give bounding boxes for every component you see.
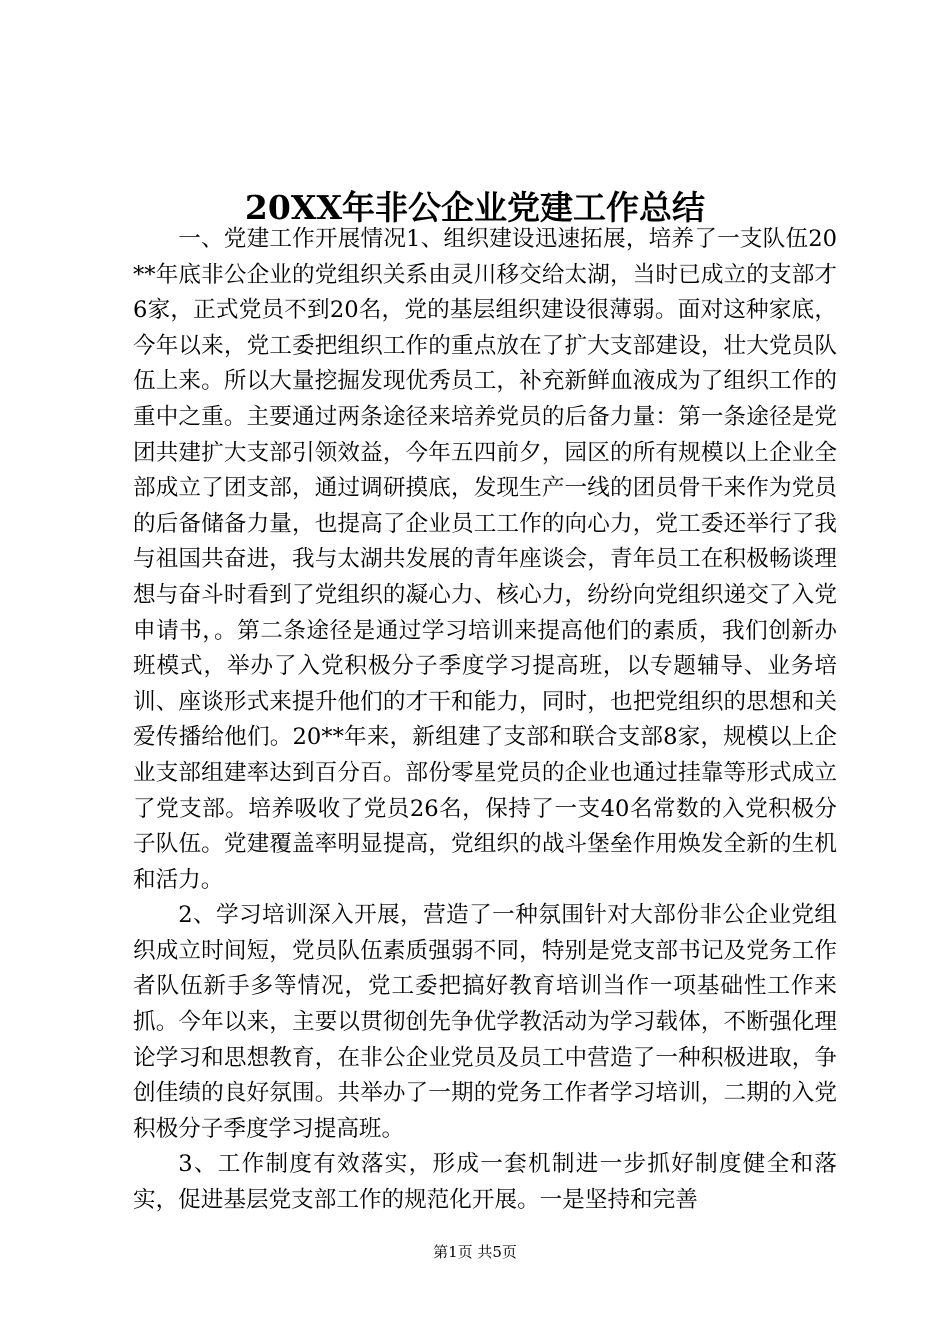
- paragraph-work-system: 3、工作制度有效落实，形成一套机制进一步抓好制度健全和落实，促进基层党支部工作的规范化开展。一是坚持和完善: [133, 1151, 837, 1214]
- document-body: [133, 222, 837, 1219]
- paragraph-study-training: 2、学习培训深入开展，营造了一种氛围针对大部份非公企业党组织成立时间短，党员队伍素质强弱不同，特别是党支部书记及党务工作者队伍新手多等情况，党工委把搞好教育培训当作一项基础性工作来抓。今年以来，主要以贯彻创先争优学教活动为学习载体，不断强化理论学习和思想教育，在非公企业党员及员工中营造了一种积极进取，争创佳绩的良好氛围。共举办了一期的党务工作者学习培训，二期的入党积极分子季度学习提高班。: [133, 902, 837, 1142]
- paragraph-party-building-overview: 一、党建工作开展情况1、组织建设迅速拓展，培养了一支队伍20**年底非公企业的党组织关系由灵川移交给太湖，当时已成立的支部才6家，正式党员不到20名，党的基层组织建设很薄弱。面对这种家底，今年以来，党工委把组织工作的重点放在了扩大支部建设，壮大党员队伍上来。所以大量挖掘发现优秀员工，补充新鲜血液成为了组织工作的重中之重。主要通过两条途径来培养党员的后备力量：第一条途径是党团共建扩大支部引领效益，今年五四前夕，园区的所有规模以上企业全部成立了团支部，通过调研摸底，发现生产一线的团员骨干来作为党员的后备储备力量，也提高了企业员工工作的向心力，党工委还举行了我与祖国共奋进，我与太湖共发展的青年座谈会，青年员工在积极畅谈理想与奋斗时看到了党组织的凝心力、核心力，纷纷向党组织递交了入党申请书，。第二条途径是通过学习培训来提高他们的素质，我们创新办班模式，举办了入党积极分子季度学习提高班，以专题辅导、业务培训、座谈形式来提升他们的才干和能力，同时，也把党组织的思想和关爱传播给他们。20**年来，新组建了支部和联合支部8家，规模以上企业支部组建率达到百分百。部份零星党员的企业也通过挂靠等形式成立了党支部。培养吸收了党员26名，保持了一支40名常数的入党积极分子队伍。党建覆盖率明显提高，党组织的战斗堡垒作用焕发全新的生机和活力。: [133, 226, 837, 893]
- document-title: 20XX年非公企业党建工作总结: [244, 188, 706, 227]
- page-number-footer: 第1页 共5页: [433, 1243, 517, 1261]
